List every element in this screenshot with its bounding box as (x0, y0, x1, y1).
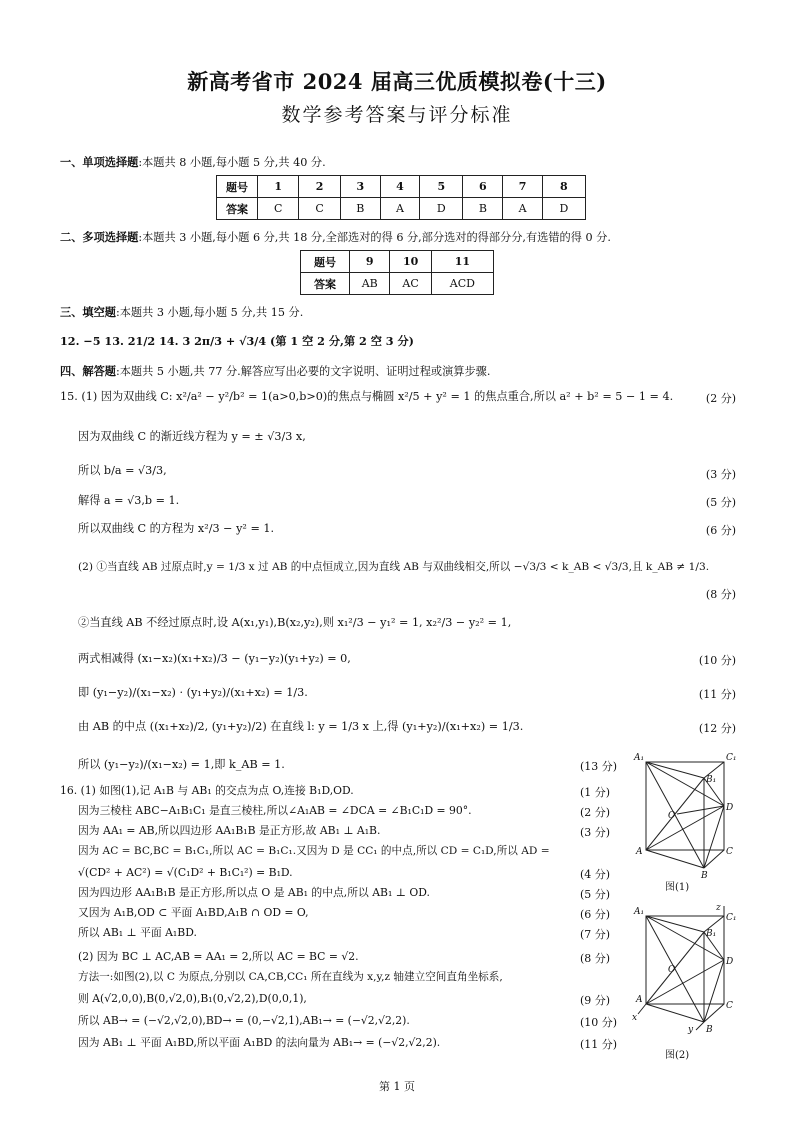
q16-line: 则 A(√2,0,0),B(0,√2,0),B₁(0,√2,2),D(0,0,1), (78, 992, 307, 1005)
q15-line: 因为双曲线 C 的渐近线方程为 y = ± √3/3 x, (78, 430, 306, 443)
q16-points: (8 分) (580, 952, 611, 965)
q15-points: (6 分) (705, 524, 736, 537)
q16-points: (3 分) (580, 826, 611, 839)
q15-points: (8 分) (705, 588, 736, 601)
q16-points: (4 分) (580, 868, 611, 881)
section-3-desc: :本题共 3 小题,每小题 5 分,共 15 分. (115, 306, 304, 319)
q15-points: (3 分) (705, 468, 736, 481)
table2-num: 11 (431, 251, 493, 273)
table2-ans: AB (350, 273, 390, 295)
label-A1: A₁ (634, 907, 645, 917)
q16-line: 所以 AB→ = (−√2,√2,0),BD→ = (0,−√2,1),AB₁→ = (−√2,√2,2). (78, 1014, 410, 1027)
table1-num-label: 题号 (217, 176, 258, 198)
q16-line: (2) 因为 BC ⊥ AC,AB = AA₁ = 2,所以 AC = BC = √2. (78, 950, 359, 963)
q15-points: (11 分) (698, 688, 736, 701)
table1-ans: A (503, 198, 542, 220)
q15-points: (13 分) (580, 760, 618, 773)
label-D: D (726, 957, 734, 967)
table1-num: 7 (503, 176, 542, 198)
q15-line: 所以双曲线 C 的方程为 x²/3 − y² = 1. (78, 522, 275, 535)
label-A1: A₁ (634, 753, 645, 763)
q16-points: (6 分) (580, 908, 611, 921)
q16-line: 又因为 A₁B,OD ⊂ 平面 A₁BD,A₁B ∩ OD = O, (78, 906, 309, 919)
label-C1: C₁ (726, 913, 737, 923)
q15-line: 由 AB 的中点 ((x₁+x₂)/2, (y₁+y₂)/2) 在直线 l: y = 1/3 x 上,得 (y₁+y₂)/(x₁+x₂) = 1/3. (78, 720, 524, 733)
table1-ans: A (380, 198, 419, 220)
table1-num: 1 (258, 176, 299, 198)
q16-points: (5 分) (580, 888, 611, 901)
q15-line: 即 (y₁−y₂)/(x₁−x₂) · (y₁+y₂)/(x₁+x₂) = 1/3. (78, 686, 308, 699)
q15-line: 两式相减得 (x₁−x₂)(x₁+x₂)/3 − (y₁−y₂)(y₁+y₂) = 0, (78, 652, 351, 665)
table2-num: 9 (350, 251, 390, 273)
q15-line: 15. (1) 因为双曲线 C: x²/a² − y²/b² = 1(a>0,b>0)的焦点与椭圆 x²/5 + y² = 1 的焦点重合,所以 a² + b² = 5 − 1 = 4. (60, 390, 674, 403)
q16-points: (11 分) (580, 1038, 618, 1051)
q15-line: 所以 (y₁−y₂)/(x₁−x₂) = 1,即 k_AB = 1. (78, 758, 285, 771)
section-4-title: 四、解答题 (60, 364, 116, 378)
table1-num: 8 (542, 176, 585, 198)
table2-ans: AC (390, 273, 431, 295)
table1-num: 2 (299, 176, 340, 198)
section-3-heading (60, 305, 303, 320)
q15-line: ②当直线 AB 不经过原点时,设 A(x₁,y₁),B(x₂,y₂),则 x₁²/3 − y₁² = 1, x₂²/3 − y₂² = 1, (78, 616, 512, 629)
fill-blank-answers: 12. −5 13. 21/2 14. 3 2π/3 + √3/4 (第 1 空 2 分,第 2 空 3 分) (60, 334, 414, 348)
label-B: B (706, 1025, 713, 1035)
section-1-title: 一、单项选择题 (60, 155, 139, 169)
q16-line: 所以 AB₁ ⊥ 平面 A₁BD. (78, 926, 197, 939)
q16-line: √(CD² + AC²) = √(C₁D² + B₁C₁²) = B₁D. (78, 866, 293, 879)
table1-num: 5 (420, 176, 463, 198)
table1-ans: C (299, 198, 340, 220)
label-B1: B₁ (706, 775, 717, 785)
label-D: D (726, 803, 734, 813)
section-1-heading (60, 155, 326, 170)
label-B: B (701, 871, 708, 880)
q15-points: (12 分) (698, 722, 736, 735)
label-C: C (726, 1001, 733, 1011)
q16-line: 16. (1) 如图(1),记 A₁B 与 AB₁ 的交点为点 O,连接 B₁D,OD. (60, 784, 354, 797)
figure-1-prism (632, 750, 742, 880)
q16-line: 因为三棱柱 ABC−A₁B₁C₁ 是直三棱柱,所以∠A₁AB = ∠DCA = ∠B₁C₁D = 90°. (78, 804, 472, 817)
table2-ans: ACD (431, 273, 493, 295)
section-2-heading (60, 230, 611, 245)
section-1-desc: :本题共 8 小题,每小题 5 分,共 40 分. (138, 156, 326, 169)
table2-num-label: 题号 (301, 251, 350, 273)
q15-line: 解得 a = √3,b = 1. (78, 494, 180, 507)
label-z: z (716, 903, 721, 913)
q16-line: 因为四边形 AA₁B₁B 是正方形,所以点 O 是 AB₁ 的中点,所以 AB₁ ⊥ OD. (78, 886, 430, 899)
label-O: O (668, 965, 676, 975)
section-2-desc: :本题共 3 小题,每小题 6 分,共 18 分,全部选对的得 6 分,部分选对的得部分分,有选错的得 0 分. (138, 231, 611, 244)
label-A: A (636, 847, 643, 857)
label-C1: C₁ (726, 753, 737, 763)
figure-2-prism-coordinates (632, 902, 742, 1040)
section-3-title: 三、填空题 (60, 305, 116, 319)
label-y: y (688, 1025, 694, 1035)
q16-line: 因为 AA₁ = AB,所以四边形 AA₁B₁B 是正方形,故 AB₁ ⊥ A₁B. (78, 824, 381, 837)
table1-num: 6 (463, 176, 503, 198)
q16-line: 因为 AB₁ ⊥ 平面 A₁BD,所以平面 A₁BD 的法向量为 AB₁→ = (−√2,√2,2). (78, 1036, 441, 1049)
q16-points: (7 分) (580, 928, 611, 941)
q16-line: 因为 AC = BC,BC = B₁C₁,所以 AC = B₁C₁.又因为 D 是 CC₁ 的中点,所以 CD = C₁D,所以 AD = (78, 845, 550, 857)
figure-2-caption: 图(2) (665, 1050, 690, 1061)
table1-ans: B (463, 198, 503, 220)
section-2-title: 二、多项选择题 (60, 230, 139, 244)
section-4-desc: :本题共 5 小题,共 77 分.解答应写出必要的文字说明、证明过程或演算步骤. (115, 365, 491, 378)
q15-line: (2) ①当直线 AB 过原点时,y = 1/3 x 过 AB 的中点恒成立,因为直线 AB 与双曲线相交,所以 −√3/3 < k_AB < √3/3,且 k_AB ≠ 1/3. (78, 561, 710, 573)
table1-num: 3 (340, 176, 380, 198)
label-x: x (632, 1013, 638, 1023)
q16-line: 方法一:如图(2),以 C 为原点,分别以 CA,CB,CC₁ 所在直线为 x,y,z 轴建立空间直角坐标系, (78, 971, 503, 983)
table2-ans-label: 答案 (301, 273, 350, 295)
table1-ans: D (542, 198, 585, 220)
label-A: A (636, 995, 643, 1005)
table1-ans: C (258, 198, 299, 220)
answer-table-2 (300, 250, 494, 295)
label-C: C (726, 847, 733, 857)
q15-line: 所以 b/a = √3/3, (78, 464, 167, 477)
q16-points: (2 分) (580, 806, 611, 819)
table1-num: 4 (380, 176, 419, 198)
table1-ans-label: 答案 (217, 198, 258, 220)
q16-points: (10 分) (580, 1016, 618, 1029)
table1-ans: B (340, 198, 380, 220)
q16-points: (9 分) (580, 994, 611, 1007)
section-4-heading (60, 364, 490, 379)
page-number: 第 1 页 (379, 1080, 415, 1093)
q15-points: (2 分) (705, 392, 736, 405)
q15-points: (5 分) (705, 496, 736, 509)
answer-table-1 (216, 175, 586, 220)
table1-ans: D (420, 198, 463, 220)
figure-1-caption: 图(1) (665, 882, 690, 893)
q16-points: (1 分) (580, 786, 611, 799)
table2-num: 10 (390, 251, 431, 273)
label-O: O (668, 811, 676, 821)
document-title: 新高考省市 2024 届高三优质模拟卷(十三) (187, 69, 607, 94)
document-subtitle: 数学参考答案与评分标准 (281, 104, 513, 126)
q15-points: (10 分) (698, 654, 736, 667)
label-B1: B₁ (706, 929, 717, 939)
